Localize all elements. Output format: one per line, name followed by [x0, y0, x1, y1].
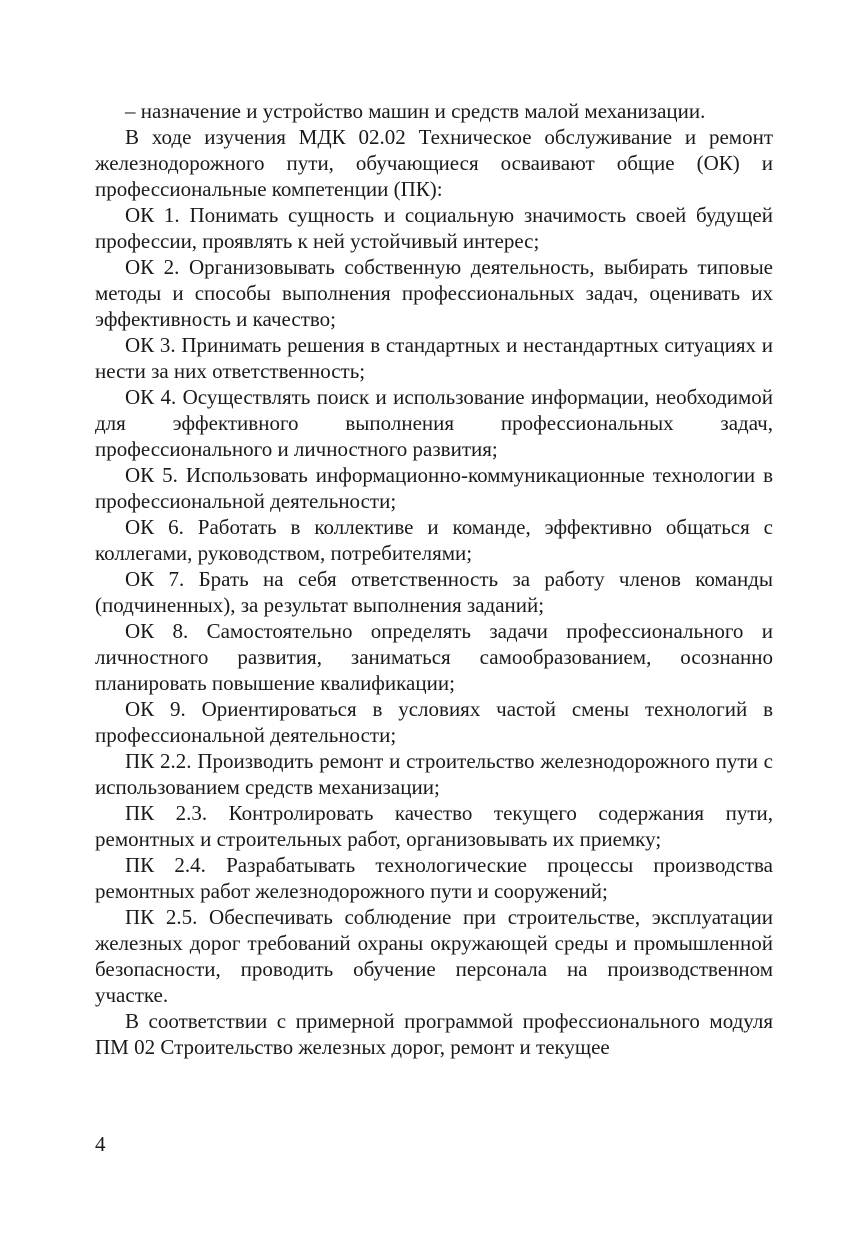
- paragraph-pk-2-4: ПК 2.4. Разрабатывать технологические процессы производства ремонтных работ железнодорожного пути и сооружений;: [95, 853, 773, 903]
- paragraph-ok-6: ОК 6. Работать в коллективе и команде, эффективно общаться с коллегами, руководством, потребителями;: [95, 515, 773, 565]
- paragraph-ok-8: ОК 8. Самостоятельно определять задачи профессионального и личностного развития, заниматься самообразованием, осознанно планировать повышение квалификации;: [95, 619, 773, 695]
- paragraph-pk-2-2: ПК 2.2. Производить ремонт и строительство железнодорожного пути с использованием средств механизации;: [95, 749, 773, 799]
- paragraph-ok-3: ОК 3. Принимать решения в стандартных и нестандартных ситуациях и нести за них ответственность;: [95, 333, 773, 383]
- page-number: 4: [95, 1132, 106, 1156]
- page-body: [95, 98, 773, 1060]
- paragraph-mdk-intro: В ходе изучения МДК 02.02 Техническое обслуживание и ремонт железнодорожного пути, обучающиеся осваивают общие (ОК) и профессиональные компетенции (ПК):: [95, 125, 773, 201]
- paragraph-ok-1: ОК 1. Понимать сущность и социальную значимость своей будущей профессии, проявлять к ней устойчивый интерес;: [95, 203, 773, 253]
- paragraph-program-note: В соответствии с примерной программой профессионального модуля ПМ 02 Строительство железных дорог, ремонт и текущее: [95, 1009, 773, 1059]
- paragraph-pk-2-3: ПК 2.3. Контролировать качество текущего содержания пути, ремонтных и строительных работ, организовывать их приемку;: [95, 801, 773, 851]
- paragraph-ok-5: ОК 5. Использовать информационно-коммуникационные технологии в профессиональной деятельности;: [95, 463, 773, 513]
- paragraph-ok-9: ОК 9. Ориентироваться в условиях частой смены технологий в профессиональной деятельности;: [95, 697, 773, 747]
- paragraph-intro-item: – назначение и устройство машин и средств малой механизации.: [125, 99, 706, 123]
- paragraph-ok-4: ОК 4. Осуществлять поиск и использование информации, необходимой для эффективного выполнения профессиональных задач, профессионального и личностного развития;: [95, 385, 773, 461]
- paragraph-ok-2: ОК 2. Организовывать собственную деятельность, выбирать типовые методы и способы выполнения профессиональных задач, оценивать их эффективность и качество;: [95, 255, 773, 331]
- paragraph-ok-7: ОК 7. Брать на себя ответственность за работу членов команды (подчиненных), за результат выполнения заданий;: [95, 567, 773, 617]
- paragraph-pk-2-5: ПК 2.5. Обеспечивать соблюдение при строительстве, эксплуатации железных дорог требований охраны окружающей среды и промышленной безопасности, проводить обучение персонала на производственном участке.: [95, 905, 773, 1007]
